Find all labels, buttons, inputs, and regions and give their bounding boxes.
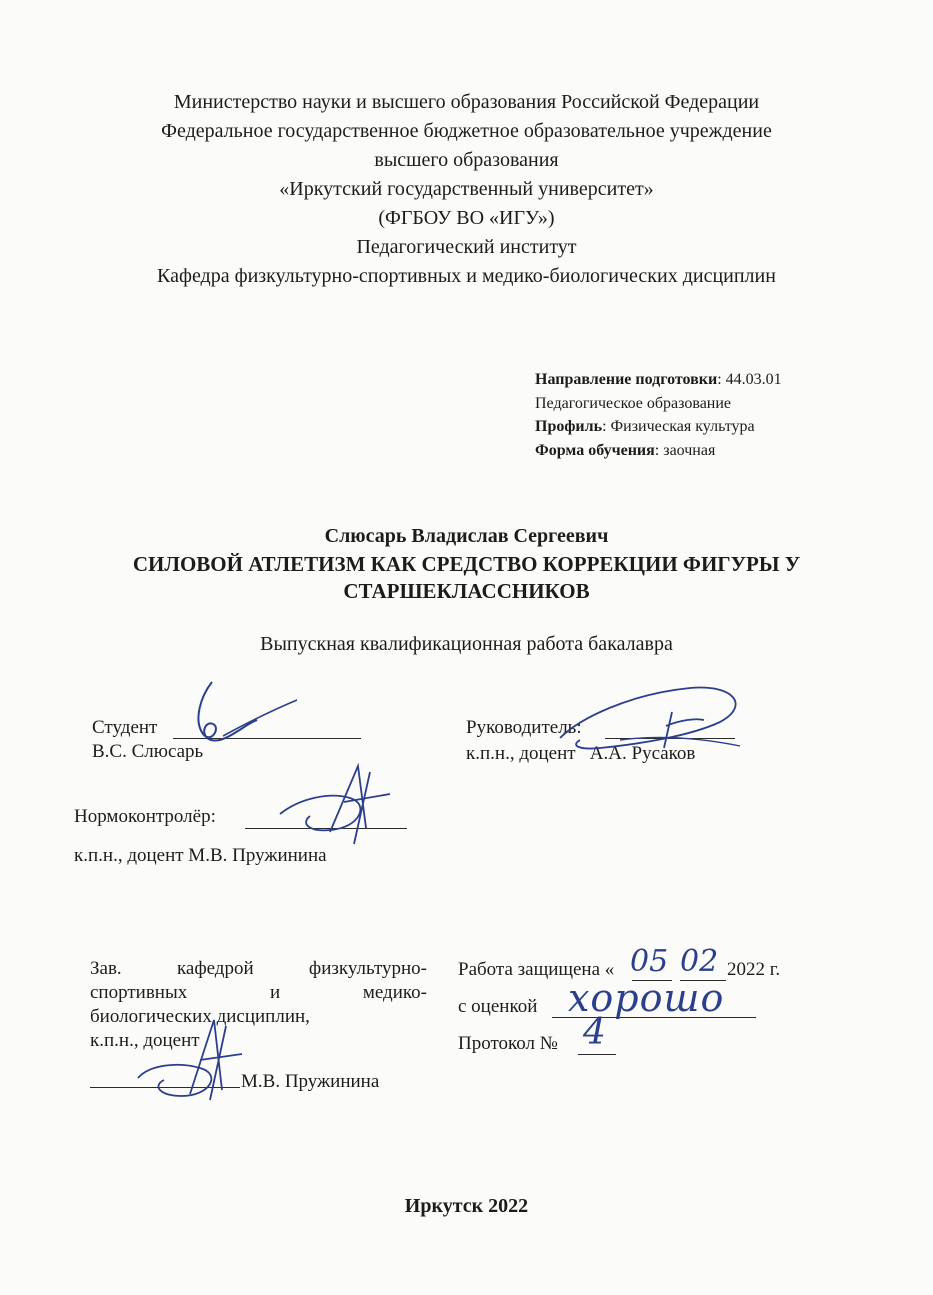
supervisor-label: Руководитель:	[466, 717, 582, 738]
defense-month: 02	[680, 944, 719, 979]
head-signature-line	[90, 1087, 240, 1088]
form-label: Форма обучения	[535, 441, 655, 459]
author-name: Слюсарь Владислав Сергеевич	[324, 525, 609, 547]
work-type: Выпускная квалификационная работа бакалавра	[260, 633, 673, 655]
profile-value: : Физическая культура	[602, 418, 755, 435]
direction-label: Направление подготовки	[535, 371, 718, 388]
student-label: Студент	[92, 717, 158, 738]
work-title-line-1: СИЛОВОЙ АТЛЕТИЗМ КАК СРЕДСТВО КОРРЕКЦИИ ФИГУРЫ У	[132, 552, 801, 576]
department-name: Кафедра физкультурно-спортивных и медико-биологических дисциплин	[157, 265, 776, 287]
normcontrol-signature-line	[245, 828, 407, 829]
normcontrol-label: Нормоконтролёр:	[74, 806, 216, 827]
defense-year: 2022 г.	[727, 959, 781, 980]
study-meta	[535, 368, 782, 462]
dept-line-4: к.п.н., доцент	[90, 1030, 200, 1051]
direction-name: Педагогическое образование	[535, 394, 732, 412]
university-abbr: (ФГБОУ ВО «ИГУ»)	[378, 207, 555, 229]
dept-line-2	[90, 981, 427, 1005]
student-signature-line	[173, 738, 361, 739]
institute-name: Педагогический институт	[356, 236, 577, 258]
institution-line-1: Федеральное государственное бюджетное образовательное учреждение	[161, 120, 772, 142]
dept-word: и	[269, 982, 281, 1003]
supervisor-name: к.п.н., доцент А.А. Русаков	[466, 743, 696, 764]
dept-word: кафедрой	[176, 958, 254, 979]
defense-label: Работа защищена «	[458, 959, 615, 980]
dept-line-3: биологических дисциплин,	[90, 1006, 310, 1027]
protocol-label: Протокол №	[458, 1033, 558, 1054]
direction-value: : 44.03.01	[717, 371, 782, 388]
protocol-number: 4	[583, 1012, 606, 1053]
supervisor-signature-line	[605, 738, 735, 739]
student-name: В.С. Слюсарь	[92, 741, 204, 762]
dept-line-1	[90, 957, 427, 981]
city-year: Иркутск 2022	[404, 1195, 529, 1217]
grade-value: хорошо	[568, 976, 725, 1020]
dept-word: Зав.	[90, 958, 122, 979]
head-name: М.В. Пружинина	[241, 1071, 380, 1092]
institution-line-2: высшего образования	[374, 149, 559, 171]
normcontrol-name: к.п.н., доцент М.В. Пружинина	[74, 845, 327, 866]
grade-label: с оценкой	[458, 996, 538, 1017]
protocol-line	[578, 1054, 616, 1055]
dept-word: медико-	[362, 982, 427, 1003]
dept-word: физкультурно-	[308, 958, 427, 979]
normcontrol-signature	[270, 758, 400, 848]
form-row	[535, 439, 782, 463]
work-title-line-2: СТАРШЕКЛАССНИКОВ	[343, 579, 590, 603]
profile-label: Профиль	[535, 418, 603, 435]
profile-row	[535, 415, 782, 439]
head-of-department	[90, 957, 427, 1053]
university-name: «Иркутский государственный университет»	[279, 178, 654, 200]
defense-day: 05	[630, 944, 669, 979]
direction-row	[535, 368, 782, 392]
ministry-line: Министерство науки и высшего образования Российской Федерации	[173, 91, 760, 113]
dept-word: спортивных	[90, 982, 188, 1003]
form-value: : заочная	[654, 441, 716, 459]
